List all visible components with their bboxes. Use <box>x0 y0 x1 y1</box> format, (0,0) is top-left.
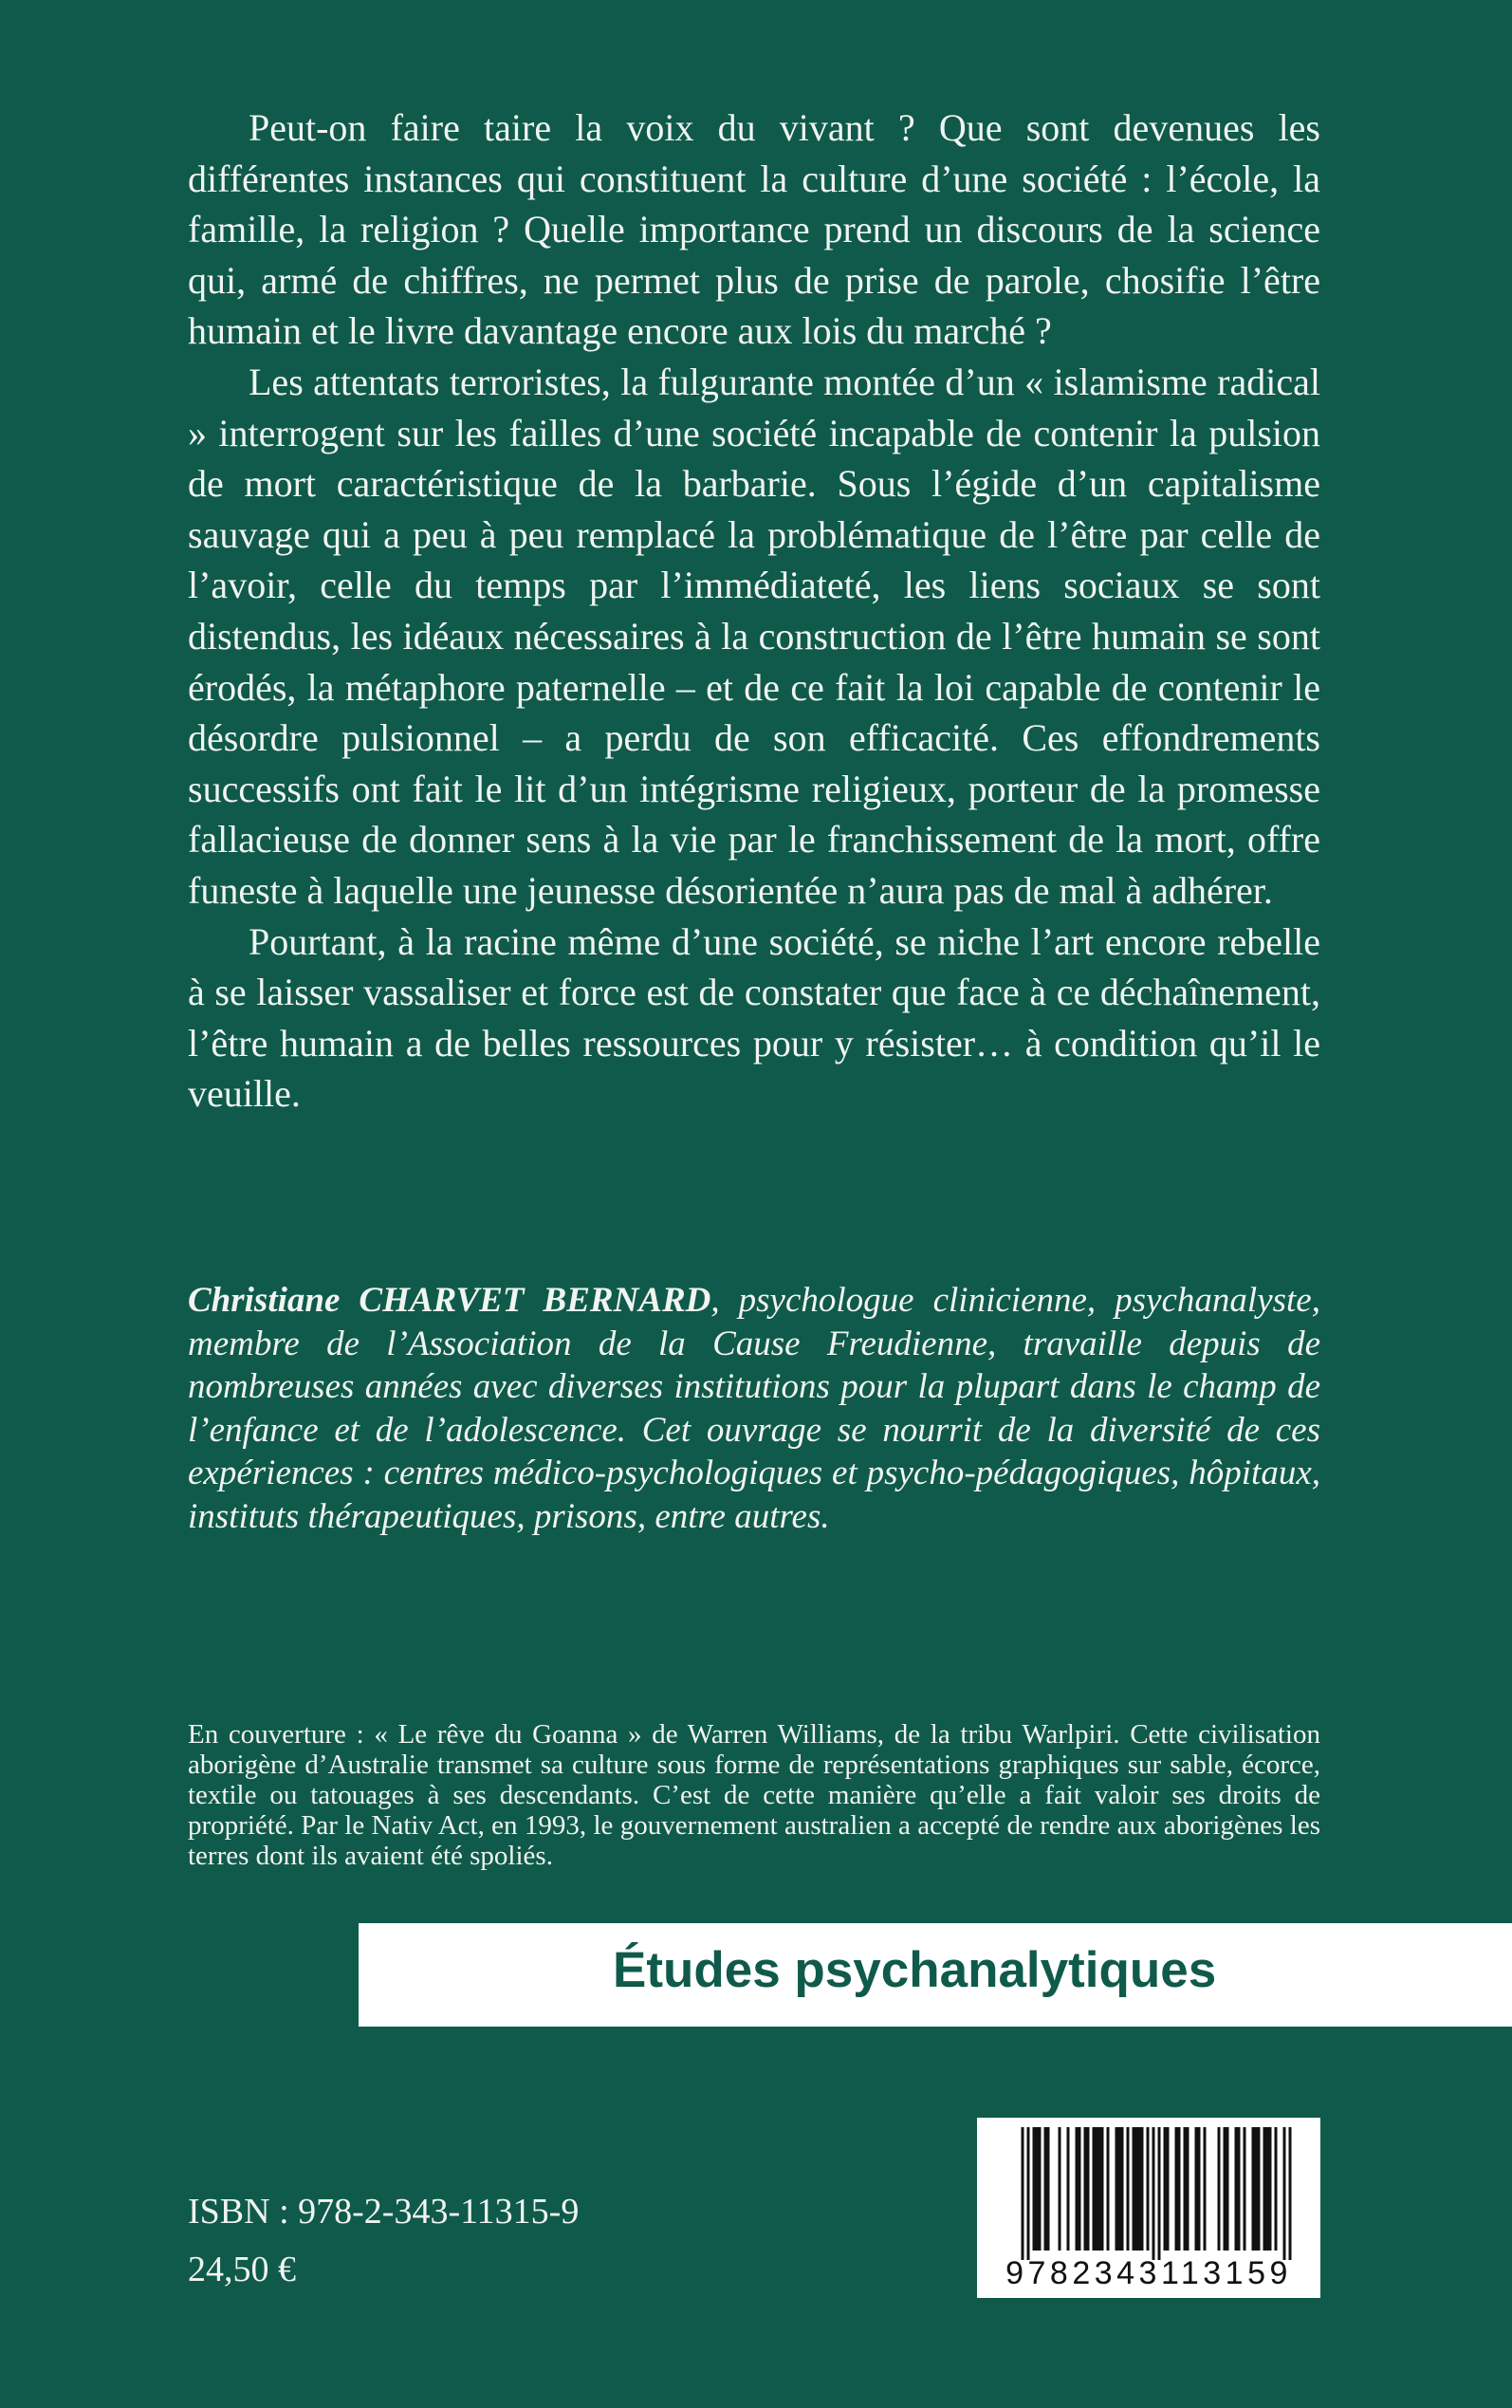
barcode-bar <box>1022 2127 1024 2260</box>
barcode-bar <box>1283 2127 1286 2260</box>
barcode-bar <box>1187 2127 1189 2251</box>
barcode-bar <box>1269 2127 1272 2251</box>
barcode-bar <box>1107 2127 1110 2251</box>
price: 24,50 € <box>188 2250 296 2289</box>
barcode-bar <box>1118 2127 1121 2251</box>
barcode-bar <box>1164 2127 1167 2251</box>
cover-credit: En couverture : « Le rêve du Goanna » de Warren Williams, de la tribu Warlpiri. Cette civilisation aborigène d’Australie transmet sa culture sous forme de représentations graphiques sur sable, écorce, textile ou tatouages à ses descendants. C’est de cette manière qu’elle a fait valoir ses droits de propriété. Par le Nativ Act, en 1993, le gouvernement australien a accepté de rendre aux aborigènes les terres dont ils avaient été spoliés. <box>188 1719 1320 1871</box>
blurb-paragraph: Peut-on faire taire la voix du vivant ? Que sont devenues les différentes instances qui constituent la culture d’une société : l’école, la famille, la religion ? Quelle importance prend un discours de la science qui, armé de chiffres, ne permet plus de prise de parole, chosifie l’être humain et le livre davantage encore aux lois du marché ? <box>188 106 1320 353</box>
barcode-bar <box>1059 2127 1061 2251</box>
barcode-bar <box>1039 2127 1042 2251</box>
barcode-bar <box>1133 2127 1135 2251</box>
barcode-bar <box>1266 2127 1269 2251</box>
barcode-bar <box>1204 2127 1207 2251</box>
back-cover-blurb <box>188 102 1320 1120</box>
barcode-bars <box>977 2118 1320 2260</box>
barcode-bar <box>1258 2127 1261 2251</box>
barcode-bar <box>1184 2127 1187 2251</box>
blurb-paragraph: Les attentats terroristes, la fulgurante montée d’un « islamisme radical » interrogent sur les failles d’une société incapable de contenir la pulsion de mort caractéristique de la barbarie. Sous l’égide d’un capitalisme sauvage qui a peu à peu remplacé la problématique de l’être par celle de l’avoir, celle du temps par l’immédiateté, les liens sociaux se sont distendus, les idéaux nécessaires à la construction de l’être humain se sont érodés, la métaphore paternelle – et de ce fait la loi capable de contenir le désordre pulsionnel – a perdu de son efficacité. Ces effondrements successifs ont fait le lit d’un intégrisme religieux, porteur de la promesse fallacieuse de donner sens à la vie par le franchissement de la mort, offre funeste à laquelle une jeunesse désorientée n’aura pas de mal à adhérer. <box>188 360 1320 912</box>
barcode <box>977 2118 1320 2298</box>
barcode-bar <box>1084 2127 1087 2251</box>
barcode-bar <box>1218 2127 1221 2251</box>
barcode-bar <box>1079 2127 1081 2251</box>
barcode-bar <box>1076 2127 1079 2251</box>
blurb-paragraph: Pourtant, à la racine même d’une société, se niche l’art encore rebelle à se laisser vassaliser et force est de constater que face à ce déchaînement, l’être humain a de belles ressources pour y résister… à condition qu’il le veuille. <box>188 919 1320 1116</box>
barcode-bar <box>1244 2127 1246 2251</box>
barcode-bar <box>1096 2127 1098 2251</box>
barcode-bar <box>1252 2127 1255 2251</box>
author-bio <box>188 1279 1320 1538</box>
barcode-bar <box>1289 2127 1292 2260</box>
barcode-bar <box>1116 2127 1118 2251</box>
barcode-bar <box>1158 2127 1161 2260</box>
barcode-bar <box>1141 2127 1144 2251</box>
barcode-bar <box>1224 2127 1226 2251</box>
barcode-bar <box>1098 2127 1101 2251</box>
barcode-bar <box>1127 2127 1130 2251</box>
barcode-bar <box>1147 2127 1150 2251</box>
barcode-digits: 9782343113159 <box>1005 2255 1292 2291</box>
author-bio-text: , psychologue clinicienne, psychanalyste, membre de l’Association de la Cause Freudienne, travaille depuis de nombreuses années avec diverses institutions pour la plupart dans le champ de l’enfance et de l’adolescence. Cet ouvrage se nourrit de la diversité de ces expériences : centres médico-psychologiques et psycho-pédagogiques, hôpitaux, instituts thérapeutiques, prisons, entre autres. <box>188 1281 1320 1536</box>
barcode-bar <box>1235 2127 1238 2251</box>
barcode-bar <box>1178 2127 1181 2251</box>
barcode-bar <box>1027 2127 1030 2260</box>
barcode-bar <box>1238 2127 1241 2251</box>
barcode-bar <box>1167 2127 1170 2251</box>
barcode-bar <box>1033 2127 1036 2251</box>
barcode-bar <box>1226 2127 1229 2251</box>
barcode-bar <box>1044 2127 1047 2251</box>
barcode-bar <box>1255 2127 1258 2251</box>
barcode-bar <box>1093 2127 1096 2251</box>
barcode-bar <box>1036 2127 1039 2251</box>
series-title: Études psychanalytiques <box>613 1942 1217 1998</box>
barcode-bar <box>1121 2127 1124 2251</box>
barcode-bar <box>1101 2127 1104 2251</box>
barcode-bar <box>1047 2127 1050 2251</box>
barcode-bar <box>1138 2127 1141 2251</box>
barcode-bar <box>1175 2127 1178 2251</box>
barcode-bar <box>1195 2127 1198 2251</box>
barcode-bar <box>1275 2127 1278 2251</box>
author-name: Christiane CHARVET BERNARD <box>188 1281 711 1320</box>
barcode-bar <box>1198 2127 1201 2251</box>
barcode-bar <box>1135 2127 1138 2251</box>
barcode-bar <box>1067 2127 1070 2251</box>
barcode-bar <box>1087 2127 1090 2251</box>
isbn: ISBN : 978-2-343-11315-9 <box>188 2192 580 2232</box>
series-band <box>359 1923 1512 2027</box>
barcode-bar <box>1152 2127 1155 2260</box>
barcode-bar <box>1263 2127 1266 2251</box>
